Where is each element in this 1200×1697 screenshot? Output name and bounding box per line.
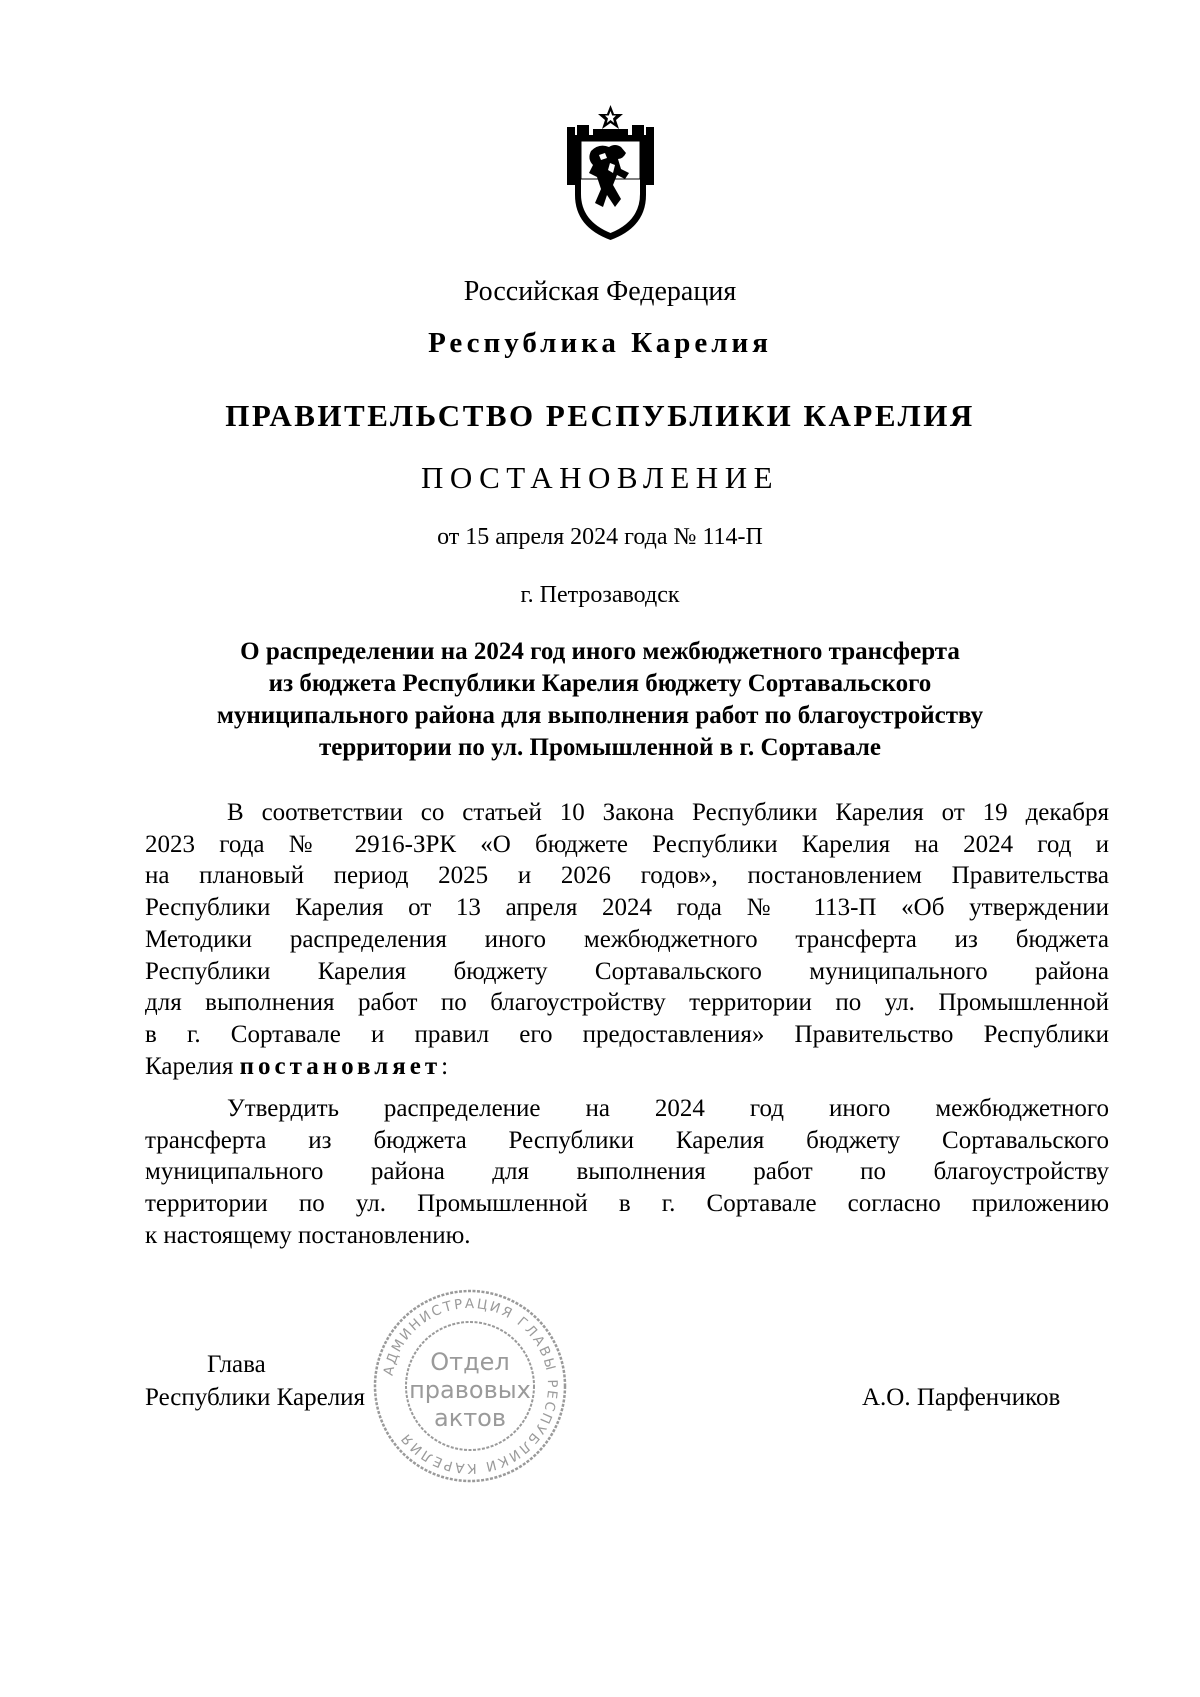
text-line bbox=[145, 1051, 1109, 1083]
country-name: Российская Федерация bbox=[463, 276, 737, 307]
resolves-word: постановляет bbox=[239, 1052, 442, 1080]
text-line-content: Карелия bbox=[145, 1052, 240, 1080]
text-line: Республики Карелия бюджету Сортавальского муниципального района bbox=[145, 957, 1109, 985]
text-line bbox=[145, 797, 1109, 829]
document-type: ПОСТАНОВЛЕНИЕ bbox=[420, 460, 780, 495]
decree-date-number: от 15 апреля 2024 года № 114-П bbox=[437, 524, 763, 550]
text-line-content: : bbox=[441, 1052, 449, 1080]
republic-name: Республика Карелия bbox=[428, 327, 772, 359]
karelia-coat-of-arms-icon bbox=[563, 103, 658, 243]
text-line: 2023 года № 2916-ЗРК «О бюджете Республики Карелия на 2024 год и bbox=[145, 830, 1109, 858]
text-line-content: Утвердить распределение на 2024 год иного межбюджетного bbox=[227, 1095, 1109, 1122]
decree-title-line: О распределении на 2024 год иного межбюджетного трансферта bbox=[240, 638, 960, 665]
government-name: ПРАВИТЕЛЬСТВО РЕСПУБЛИКИ КАРЕЛИЯ bbox=[225, 398, 975, 433]
signatory-position: Республики Карелия bbox=[145, 1384, 366, 1411]
decree-title-line: территории по ул. Промышленной в г. Сортавале bbox=[318, 734, 881, 761]
signatory-position: Глава bbox=[207, 1351, 266, 1378]
text-line-content: В соответствии со статьей 10 Закона Республики Карелия от 19 декабря bbox=[227, 799, 1109, 826]
stamp-text-line: правовых bbox=[409, 1376, 531, 1404]
decree-city: г. Петрозаводск bbox=[520, 582, 680, 608]
preamble-paragraph bbox=[145, 797, 1109, 1082]
text-line: в г. Сортавале и правил его предоставления» Правительство Республики bbox=[145, 1020, 1109, 1048]
stamp-seal bbox=[370, 1286, 570, 1486]
decree-title-line: муниципального района для выполнения работ по благоустройству bbox=[216, 702, 984, 729]
text-line: трансферта из бюджета Республики Карелия бюджету Сортавальского bbox=[145, 1126, 1109, 1154]
decree-title bbox=[0, 636, 1200, 764]
resolution-paragraph bbox=[145, 1093, 1109, 1252]
signatory-name: А.О. Парфенчиков bbox=[862, 1384, 1061, 1411]
text-line: на плановый период 2025 и 2026 годов», постановлением Правительства bbox=[145, 862, 1109, 890]
text-line: территории по ул. Промышленной в г. Сортавале согласно приложению bbox=[145, 1190, 1109, 1218]
decree-title-line: из бюджета Республики Карелия бюджету Сортавальского bbox=[268, 670, 932, 697]
text-line: к настоящему постановлению. bbox=[145, 1221, 471, 1249]
stamp-text-line: Отдел bbox=[430, 1348, 510, 1376]
stamp-text-line: актов bbox=[433, 1404, 507, 1432]
stamp-ring-text: АДМИНИСТРАЦИЯ ГЛАВЫ РЕСПУБЛИКИ КАРЕЛИЯ bbox=[380, 1295, 561, 1477]
text-line bbox=[145, 1093, 1109, 1125]
text-line: Методики распределения иного межбюджетного трансферта из бюджета bbox=[145, 925, 1109, 953]
text-line: для выполнения работ по благоустройству территории по ул. Промышленной bbox=[145, 989, 1109, 1017]
text-line: Республики Карелия от 13 апреля 2024 года № 113-П «Об утверждении bbox=[145, 894, 1109, 922]
text-line: муниципального района для выполнения работ по благоустройству bbox=[145, 1158, 1109, 1186]
